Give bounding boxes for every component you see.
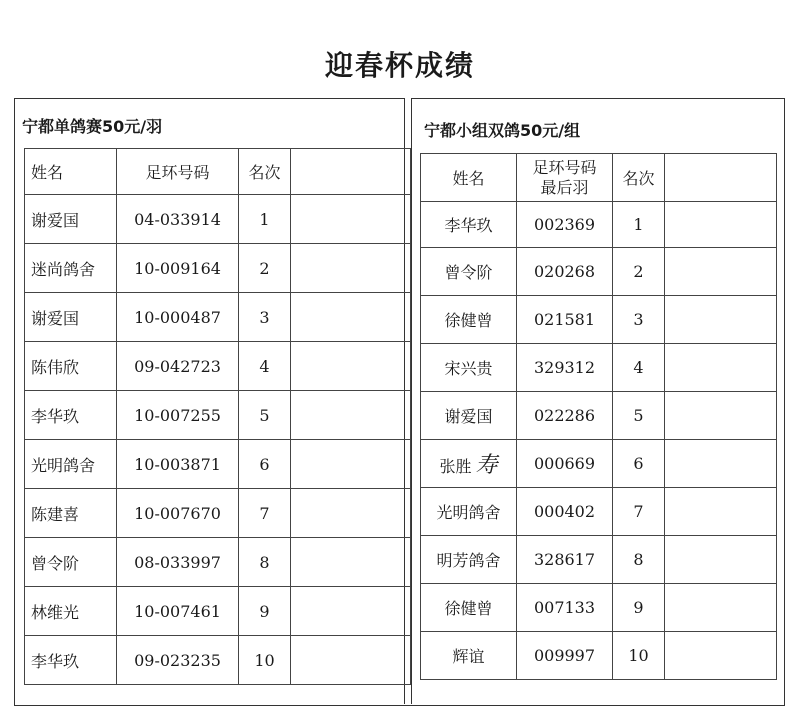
row-rank: 5 — [239, 391, 291, 440]
row-rank: 10 — [239, 636, 291, 685]
row-ring-number: 021581 — [517, 296, 613, 344]
row-name: 徐健曾 — [421, 584, 517, 632]
row-ring-number: 329312 — [517, 344, 613, 392]
row-name: 陈伟欣 — [25, 342, 117, 391]
table-row — [421, 536, 777, 584]
blank-cell — [291, 293, 411, 342]
blank-cell — [291, 587, 411, 636]
row-name: 光明鸽舍 — [421, 488, 517, 536]
row-name: 林维光 — [25, 587, 117, 636]
row-rank: 5 — [613, 392, 665, 440]
table-row — [25, 195, 411, 244]
blank-cell — [291, 489, 411, 538]
header-ring-number — [517, 154, 613, 202]
blank-cell — [665, 296, 777, 344]
table-row — [421, 440, 777, 488]
table-row — [421, 202, 777, 248]
row-ring-number: 002369 — [517, 202, 613, 248]
row-name — [421, 440, 517, 488]
header-name: 姓名 — [25, 149, 117, 195]
blank-cell — [291, 636, 411, 685]
row-rank: 4 — [239, 342, 291, 391]
header-ring-line1: 足环号码 — [532, 157, 597, 177]
row-ring-number: 09-023235 — [117, 636, 239, 685]
row-ring-number: 328617 — [517, 536, 613, 584]
table-row — [421, 296, 777, 344]
blank-cell — [665, 440, 777, 488]
blank-cell — [291, 391, 411, 440]
row-ring-number: 022286 — [517, 392, 613, 440]
table-row — [421, 632, 777, 680]
row-ring-number: 10-007461 — [117, 587, 239, 636]
blank-cell — [665, 584, 777, 632]
table-row — [25, 636, 411, 685]
row-ring-number: 007133 — [517, 584, 613, 632]
row-name: 谢爱国 — [25, 293, 117, 342]
row-name: 明芳鸽舍 — [421, 536, 517, 584]
table-row — [421, 248, 777, 296]
row-rank: 9 — [239, 587, 291, 636]
row-name: 谢爱国 — [25, 195, 117, 244]
row-name: 辉谊 — [421, 632, 517, 680]
blank-cell — [665, 488, 777, 536]
row-name: 光明鸽舍 — [25, 440, 117, 489]
row-rank: 10 — [613, 632, 665, 680]
blank-cell — [665, 154, 777, 202]
row-rank: 8 — [239, 538, 291, 587]
table-row — [421, 344, 777, 392]
table-row — [421, 488, 777, 536]
table-row — [25, 293, 411, 342]
blank-cell — [291, 440, 411, 489]
blank-cell — [665, 392, 777, 440]
blank-cell — [665, 202, 777, 248]
row-rank: 3 — [613, 296, 665, 344]
row-ring-number: 10-000487 — [117, 293, 239, 342]
table-header-row — [25, 149, 411, 195]
group-pair-results-table — [420, 153, 777, 680]
row-rank: 6 — [239, 440, 291, 489]
table-header-row — [421, 154, 777, 202]
blank-cell — [665, 536, 777, 584]
header-ring-line2: 最后羽 — [540, 177, 589, 197]
row-rank: 2 — [613, 248, 665, 296]
row-rank: 8 — [613, 536, 665, 584]
row-name-text: 张胜 — [439, 457, 472, 476]
row-ring-number: 04-033914 — [117, 195, 239, 244]
header-name: 姓名 — [421, 154, 517, 202]
header-rank: 名次 — [239, 149, 291, 195]
handwritten-mark: 寿 — [475, 453, 498, 478]
row-name: 曾令阶 — [421, 248, 517, 296]
row-rank: 7 — [613, 488, 665, 536]
blank-cell — [291, 342, 411, 391]
row-ring-number: 10-007255 — [117, 391, 239, 440]
blank-cell — [291, 244, 411, 293]
row-rank: 7 — [239, 489, 291, 538]
table-row — [421, 392, 777, 440]
blank-cell — [291, 538, 411, 587]
row-ring-number: 009997 — [517, 632, 613, 680]
row-ring-number: 10-007670 — [117, 489, 239, 538]
row-name: 曾令阶 — [25, 538, 117, 587]
table-row — [421, 584, 777, 632]
row-rank: 2 — [239, 244, 291, 293]
single-pigeon-results-table — [24, 148, 411, 685]
table-row — [25, 391, 411, 440]
row-ring-number: 09-042723 — [117, 342, 239, 391]
table-row — [25, 342, 411, 391]
row-name: 徐健曾 — [421, 296, 517, 344]
blank-cell — [665, 344, 777, 392]
row-rank: 6 — [613, 440, 665, 488]
blank-cell — [665, 632, 777, 680]
blank-cell — [291, 149, 411, 195]
header-rank: 名次 — [613, 154, 665, 202]
page-title: 迎春杯成绩 — [324, 49, 475, 82]
table-row — [25, 489, 411, 538]
row-ring-number: 020268 — [517, 248, 613, 296]
left-table-caption: 宁都单鸽赛50元/羽 — [22, 117, 163, 136]
row-name: 李华玖 — [421, 202, 517, 248]
row-rank: 9 — [613, 584, 665, 632]
blank-cell — [665, 248, 777, 296]
table-row — [25, 538, 411, 587]
header-ring-number: 足环号码 — [117, 149, 239, 195]
row-name: 陈建喜 — [25, 489, 117, 538]
row-ring-number: 000402 — [517, 488, 613, 536]
row-ring-number: 000669 — [517, 440, 613, 488]
table-row — [25, 244, 411, 293]
row-rank: 4 — [613, 344, 665, 392]
row-name: 李华玖 — [25, 636, 117, 685]
row-ring-number: 10-009164 — [117, 244, 239, 293]
row-name: 李华玖 — [25, 391, 117, 440]
blank-cell — [291, 195, 411, 244]
table-row — [25, 440, 411, 489]
row-name: 迷尚鸽舍 — [25, 244, 117, 293]
row-rank: 3 — [239, 293, 291, 342]
table-row — [25, 587, 411, 636]
row-rank: 1 — [613, 202, 665, 248]
right-table-caption: 宁都小组双鸽50元/组 — [424, 121, 581, 140]
row-ring-number: 10-003871 — [117, 440, 239, 489]
row-rank: 1 — [239, 195, 291, 244]
row-ring-number: 08-033997 — [117, 538, 239, 587]
row-name: 谢爱国 — [421, 392, 517, 440]
row-name: 宋兴贵 — [421, 344, 517, 392]
